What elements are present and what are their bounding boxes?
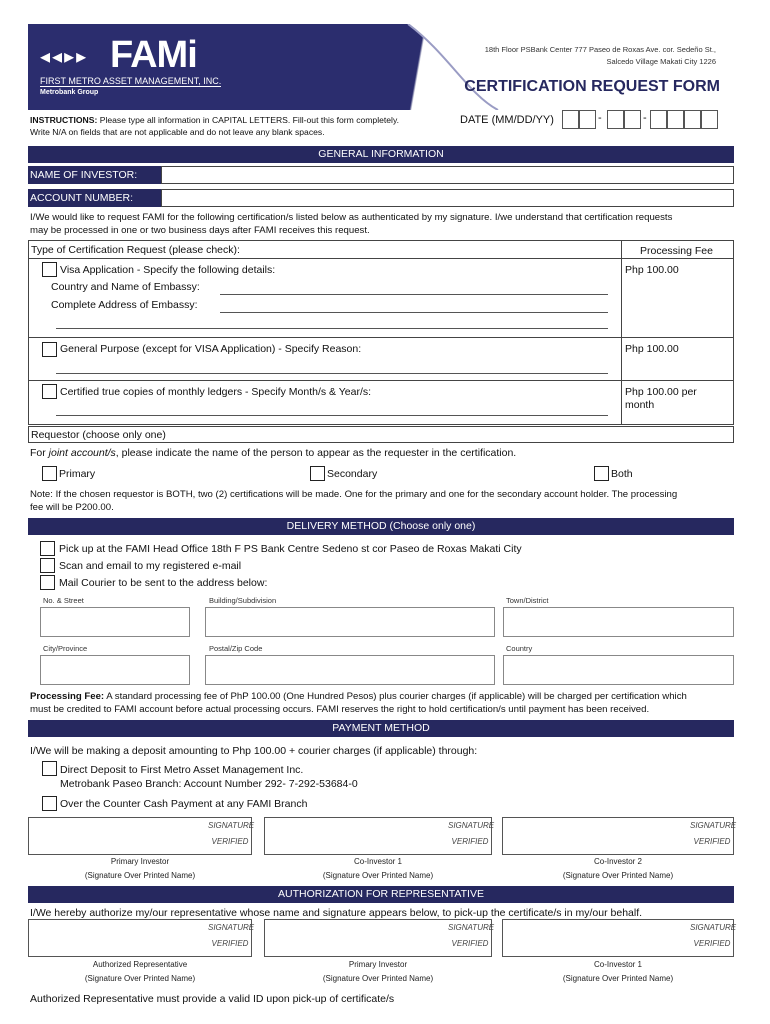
address-line-2: Salcedo Village Makati City 1226 bbox=[606, 57, 716, 66]
joint-rest: , please indicate the name of the person to appear as the requester in the certification. bbox=[115, 447, 517, 459]
visa-address-field[interactable] bbox=[220, 300, 608, 313]
caption-sub: (Signature Over Printed Name) bbox=[84, 974, 196, 983]
signature-verified-stamp bbox=[208, 818, 255, 850]
general-intro-line-2: may be processed in one or two business days after FAMI receives this request. bbox=[30, 225, 370, 236]
account-number-field[interactable] bbox=[161, 189, 734, 207]
both-label: Both bbox=[611, 468, 633, 480]
direct-deposit-checkbox[interactable] bbox=[42, 761, 57, 776]
stamp-text-2: VERIFIED bbox=[451, 939, 489, 948]
general-intro bbox=[30, 211, 734, 237]
general-purpose-label: General Purpose (except for VISA Application) - Specify Reason: bbox=[60, 343, 362, 355]
investor-name-field[interactable] bbox=[161, 166, 734, 184]
form-title: CERTIFICATION REQUEST FORM bbox=[464, 78, 720, 95]
town-label: Town/District bbox=[506, 596, 549, 605]
postal-field[interactable] bbox=[205, 655, 495, 685]
date-separator: - bbox=[598, 112, 602, 124]
authorization-header: AUTHORIZATION FOR REPRESENTATIVE bbox=[28, 886, 734, 903]
general-purpose-checkbox[interactable] bbox=[42, 342, 57, 357]
stamp-text-1: SIGNATURE bbox=[448, 821, 495, 830]
visa-country-field[interactable] bbox=[220, 282, 608, 295]
joint-account-note bbox=[30, 447, 516, 459]
caption-sub: (Signature Over Printed Name) bbox=[84, 871, 196, 880]
country-field[interactable] bbox=[503, 655, 734, 685]
visa-address-label: Complete Address of Embassy: bbox=[51, 299, 198, 311]
stamp-text-2: VERIFIED bbox=[693, 837, 731, 846]
courier-checkbox[interactable] bbox=[40, 575, 55, 590]
ledger-label: Certified true copies of monthly ledgers - Specify Month/s & Year/s: bbox=[60, 386, 372, 398]
joint-prefix: For bbox=[30, 447, 49, 459]
stamp-text-1: SIGNATURE bbox=[208, 923, 255, 932]
building-label: Building/Subdivision bbox=[209, 596, 277, 605]
stamp-text-2: VERIFIED bbox=[693, 939, 731, 948]
date-day-digit-2[interactable] bbox=[624, 110, 641, 129]
processing-fee-label: Processing Fee bbox=[640, 245, 713, 257]
investor-name-label: NAME OF INVESTOR: bbox=[28, 166, 161, 184]
date-month-digit-1[interactable] bbox=[562, 110, 579, 129]
logo-arrows-icon: ◂◂▸▸ bbox=[40, 46, 89, 68]
city-field[interactable] bbox=[40, 655, 190, 685]
signature-verified-stamp bbox=[448, 920, 495, 952]
date-day-digit-1[interactable] bbox=[607, 110, 624, 129]
table-divider bbox=[28, 337, 734, 338]
stamp-text-1: SIGNATURE bbox=[690, 923, 737, 932]
no-street-field[interactable] bbox=[40, 607, 190, 637]
pickup-checkbox[interactable] bbox=[40, 541, 55, 556]
caption-name: Authorized Representative bbox=[92, 960, 188, 969]
no-street-label: No. & Street bbox=[43, 596, 84, 605]
caption-name: Primary Investor bbox=[348, 960, 408, 969]
direct-deposit-label bbox=[60, 763, 358, 791]
date-separator: - bbox=[643, 112, 647, 124]
co-investor-2-caption bbox=[502, 855, 734, 883]
date-year-digit-4[interactable] bbox=[701, 110, 718, 129]
caption-sub: (Signature Over Printed Name) bbox=[562, 974, 674, 983]
requestor-note-line-2: fee will be P200.00. bbox=[30, 502, 114, 513]
fee-text-2: must be credited to FAMI account before actual processing occurs. FAMI reserves the right to hold certification/s until payment has been received. bbox=[30, 704, 650, 715]
address-line-1: 18th Floor PSBank Center 777 Paseo de Roxas Ave. cor. Sedeño St., bbox=[484, 45, 716, 54]
caption-sub: (Signature Over Printed Name) bbox=[562, 871, 674, 880]
visa-country-label: Country and Name of Embassy: bbox=[51, 281, 200, 293]
requestor-label: Requestor (choose only one) bbox=[31, 429, 166, 441]
primary-checkbox[interactable] bbox=[42, 466, 57, 481]
visa-checkbox[interactable] bbox=[42, 262, 57, 277]
processing-fee-note bbox=[30, 690, 734, 716]
co-investor-1-caption bbox=[264, 855, 492, 883]
payment-header: PAYMENT METHOD bbox=[28, 720, 734, 737]
caption-name: Co-Investor 1 bbox=[593, 960, 643, 969]
auth-primary-investor-caption bbox=[264, 958, 492, 986]
authorization-intro: I/We hereby authorize my/our representative whose name and signature appears below, to pick-up the certificate/s in my/our behalf. bbox=[30, 907, 643, 919]
general-info-header: GENERAL INFORMATION bbox=[28, 146, 734, 163]
fee-bold: Processing Fee: bbox=[30, 691, 105, 702]
instructions-text-1: Please type all information in CAPITAL LETTERS. Fill-out this form completely. bbox=[99, 115, 400, 125]
caption-name: Primary Investor bbox=[110, 857, 170, 866]
secondary-checkbox[interactable] bbox=[310, 466, 325, 481]
pickup-label: Pick up at the FAMI Head Office 18th F PS Bank Centre Sedeno st cor Paseo de Roxas Makati City bbox=[59, 543, 522, 555]
otc-label: Over the Counter Cash Payment at any FAMI Branch bbox=[60, 798, 308, 810]
stamp-text-2: VERIFIED bbox=[211, 939, 249, 948]
date-year-digit-2[interactable] bbox=[667, 110, 684, 129]
stamp-text-1: SIGNATURE bbox=[690, 821, 737, 830]
caption-name: Co-Investor 2 bbox=[593, 857, 643, 866]
company-group: Metrobank Group bbox=[40, 89, 99, 96]
city-label: City/Province bbox=[43, 644, 88, 653]
signature-verified-stamp bbox=[690, 920, 737, 952]
cert-type-label: Type of Certification Request (please check): bbox=[31, 244, 240, 256]
otc-checkbox[interactable] bbox=[42, 796, 57, 811]
signature-verified-stamp bbox=[448, 818, 495, 850]
primary-label: Primary bbox=[59, 468, 96, 480]
authorization-footer: Authorized Representative must provide a valid ID upon pick-up of certificate/s bbox=[30, 993, 395, 1005]
ledger-fee-line-1: Php 100.00 per bbox=[625, 386, 697, 398]
ledger-months-field[interactable] bbox=[56, 403, 608, 416]
ledger-checkbox[interactable] bbox=[42, 384, 57, 399]
table-divider bbox=[28, 258, 734, 259]
representative-caption bbox=[28, 958, 252, 986]
country-label: Country bbox=[506, 644, 533, 653]
general-intro-line-1: I/We would like to request FAMI for the following certification/s listed below as authenticated by my signature. I/we understand that certification requests bbox=[30, 212, 673, 223]
ledger-fee-line-2: month bbox=[625, 399, 655, 411]
town-field[interactable] bbox=[503, 607, 734, 637]
instructions bbox=[30, 114, 450, 138]
date-label: DATE (MM/DD/YY) bbox=[460, 114, 554, 126]
auth-co-investor-1-caption bbox=[502, 958, 734, 986]
caption-sub: (Signature Over Printed Name) bbox=[322, 974, 434, 983]
direct-deposit-line-1: Direct Deposit to First Metro Asset Management Inc. bbox=[60, 764, 304, 776]
primary-investor-caption bbox=[28, 855, 252, 883]
caption-sub: (Signature Over Printed Name) bbox=[322, 871, 434, 880]
visa-label: Visa Application - Specify the following details: bbox=[60, 264, 276, 276]
direct-deposit-line-2: Metrobank Paseo Branch: Account Number 292- 7-292-53684-0 bbox=[60, 778, 358, 790]
both-checkbox[interactable] bbox=[594, 466, 609, 481]
instructions-text-2: Write N/A on fields that are not applicable and do not leave any blank spaces. bbox=[30, 127, 325, 137]
fee-text-1: A standard processing fee of PhP 100.00 (One Hundred Pesos) plus courier charges (if applicable) will be charged per certification which bbox=[104, 691, 687, 702]
stamp-text-2: VERIFIED bbox=[211, 837, 249, 846]
stamp-text-2: VERIFIED bbox=[451, 837, 489, 846]
general-purpose-reason-field[interactable] bbox=[56, 361, 608, 374]
visa-fee: Php 100.00 bbox=[625, 264, 679, 276]
secondary-label: Secondary bbox=[327, 468, 378, 480]
account-number-label: ACCOUNT NUMBER: bbox=[28, 189, 161, 207]
postal-label: Postal/Zip Code bbox=[209, 644, 263, 653]
company-address bbox=[470, 44, 716, 68]
date-year-digit-1[interactable] bbox=[650, 110, 667, 129]
ledger-fee bbox=[625, 386, 697, 412]
fee-column-divider bbox=[621, 240, 622, 425]
caption-name: Co-Investor 1 bbox=[353, 857, 403, 866]
general-purpose-fee: Php 100.00 bbox=[625, 343, 679, 355]
email-checkbox[interactable] bbox=[40, 558, 55, 573]
signature-verified-stamp bbox=[208, 920, 255, 952]
building-field[interactable] bbox=[205, 607, 495, 637]
payment-intro: I/We will be making a deposit amounting to Php 100.00 + courier charges (if applicable) through: bbox=[30, 745, 478, 757]
requestor-note bbox=[30, 488, 734, 514]
instructions-label: INSTRUCTIONS: bbox=[30, 115, 98, 125]
date-month-digit-2[interactable] bbox=[579, 110, 596, 129]
stamp-text-1: SIGNATURE bbox=[448, 923, 495, 932]
joint-italic: joint account/s bbox=[48, 447, 116, 459]
table-divider bbox=[28, 380, 734, 381]
stamp-text-1: SIGNATURE bbox=[208, 821, 255, 830]
email-label: Scan and email to my registered e-mail bbox=[59, 560, 242, 572]
visa-address-field-2[interactable] bbox=[56, 316, 608, 329]
delivery-header: DELIVERY METHOD (Choose only one) bbox=[28, 518, 734, 535]
company-full-name: FIRST METRO ASSET MANAGEMENT, INC. bbox=[40, 76, 222, 86]
courier-label: Mail Courier to be sent to the address below: bbox=[59, 577, 268, 589]
logo: FAMi bbox=[110, 34, 197, 76]
signature-verified-stamp bbox=[690, 818, 737, 850]
requestor-note-line-1: Note: If the chosen requestor is BOTH, two (2) certifications will be made. One for the primary and one for the secondary account holder. The processing bbox=[30, 489, 678, 500]
date-year-digit-3[interactable] bbox=[684, 110, 701, 129]
